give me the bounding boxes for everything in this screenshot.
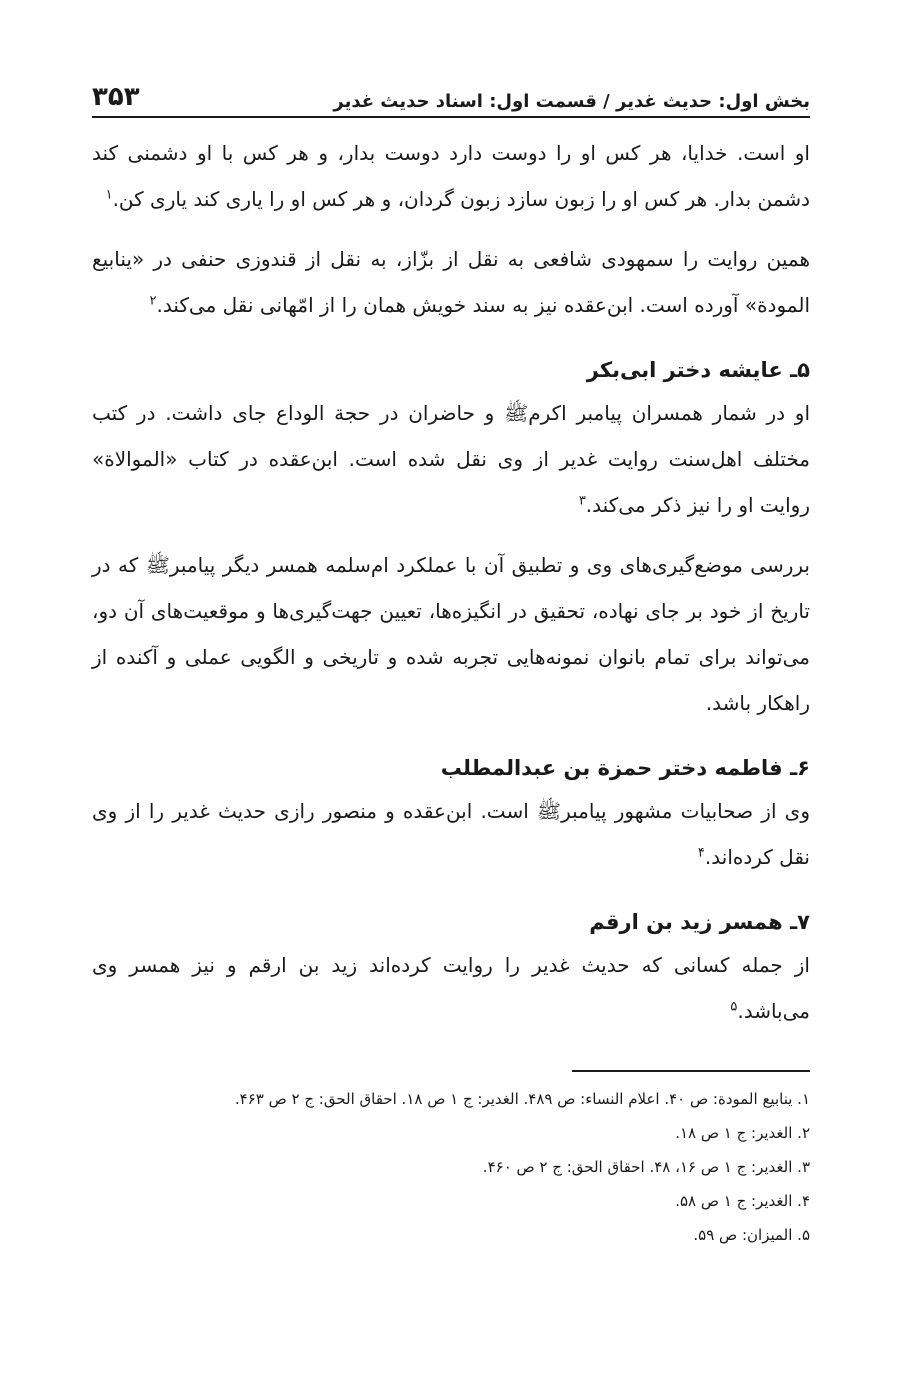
footnote-item: ۵. المیزان: ص ۵۹.: [693, 1226, 810, 1244]
paragraph-3-text: او در شمار همسران پیامبر اکرمﷺ و حاضران در حجة الوداع جای داشت. در کتب مختلف اهل‌سنت روایت غدیر از وی نقل شده است. ابن‌عقده در کتاب «الموالاة» روایت او را نیز ذکر می‌کند.: [92, 401, 810, 517]
footnote-ref-4[interactable]: ۴: [697, 845, 705, 861]
paragraph-6-text: از جمله کسانی که حدیث غدیر را روایت کرده‌اند زید بن ارقم و نیز همسر وی می‌باشد.: [92, 953, 810, 1023]
paragraph-2: [92, 236, 810, 328]
paragraph-6: [92, 942, 810, 1034]
footnote-ref-2[interactable]: ۲: [149, 293, 157, 309]
paragraph-4: بررسی موضع‌گیری‌های وی و تطبیق آن با عملکرد ام‌سلمه همسر دیگر پیامبرﷺ که در تاریخ از خود بر جای نهاده، تحقیق در انگیزه‌ها، تعیین جهت‌گیری‌ها و موقعیت‌های آن دو، می‌تواند برای تمام بانوان نمونه‌هایی تجربه شده و تاریخی و الگویی عملی و آکنده از راهکار باشد.: [92, 553, 810, 715]
page: [92, 70, 810, 1252]
footnote-ref-1[interactable]: ۱: [105, 187, 113, 203]
paragraph-1-text: او است. خدایا، هر کس او را دوست دارد دوست بدار، و هر کس با او دشمنی کند دشمن بدار. هر کس او را زبون سازد زبون گردان، و هر کس او را یاری کند یاری کن.: [92, 141, 810, 211]
footnote-divider: [572, 1070, 810, 1072]
section-heading-6: ۶ـ فاطمه دختر حمزة بن عبدالمطلب: [440, 756, 810, 780]
paragraph-1: [92, 130, 810, 222]
footnote-item: ۴. الغدیر: ج ۱ ص ۵۸.: [675, 1192, 810, 1210]
running-title: بخش اول: حدیث غدیر / قسمت اول: اسناد حدیث غدیر: [333, 91, 810, 112]
footnote-item: ۲. الغدیر: ج ۱ ص ۱۸.: [675, 1124, 810, 1142]
section-heading-7: ۷ـ همسر زید بن ارقم: [589, 910, 810, 934]
paragraph-5: [92, 788, 810, 880]
paragraph-5-text: وی از صحابیات مشهور پیامبرﷺ است. ابن‌عقده و منصور رازی حدیث غدیر را از وی نقل کرده‌اند.: [92, 799, 810, 869]
section-heading-5: ۵ـ عایشه دختر ابی‌بکر: [586, 358, 810, 382]
footnotes-list: [92, 1082, 810, 1252]
page-header: [92, 70, 810, 118]
footnote-ref-5[interactable]: ۵: [730, 999, 738, 1015]
paragraph-3: [92, 390, 810, 528]
paragraph-2-text: همین روایت را سمهودی شافعی به نقل از بزّاز، به نقل از قندوزی حنفی در «ینابیع المودة» آورده است. ابن‌عقده نیز به سند خویش همان را از امّهانی نقل می‌کند.: [92, 247, 810, 317]
footnote-item: ۱. ینابیع المودة: ص ۴۰. اعلام النساء: ص ۴۸۹. الغدیر: ج ۱ ص ۱۸. احقاق الحق: ج ۲ ص ۴۶۳.: [234, 1090, 810, 1108]
page-number: ۳۵۳: [92, 82, 140, 112]
footnote-item: ۳. الغدیر: ج ۱ ص ۱۶، ۴۸. احقاق الحق: ج ۲ ص ۴۶۰.: [482, 1158, 810, 1176]
footnote-ref-3[interactable]: ۳: [578, 493, 586, 509]
